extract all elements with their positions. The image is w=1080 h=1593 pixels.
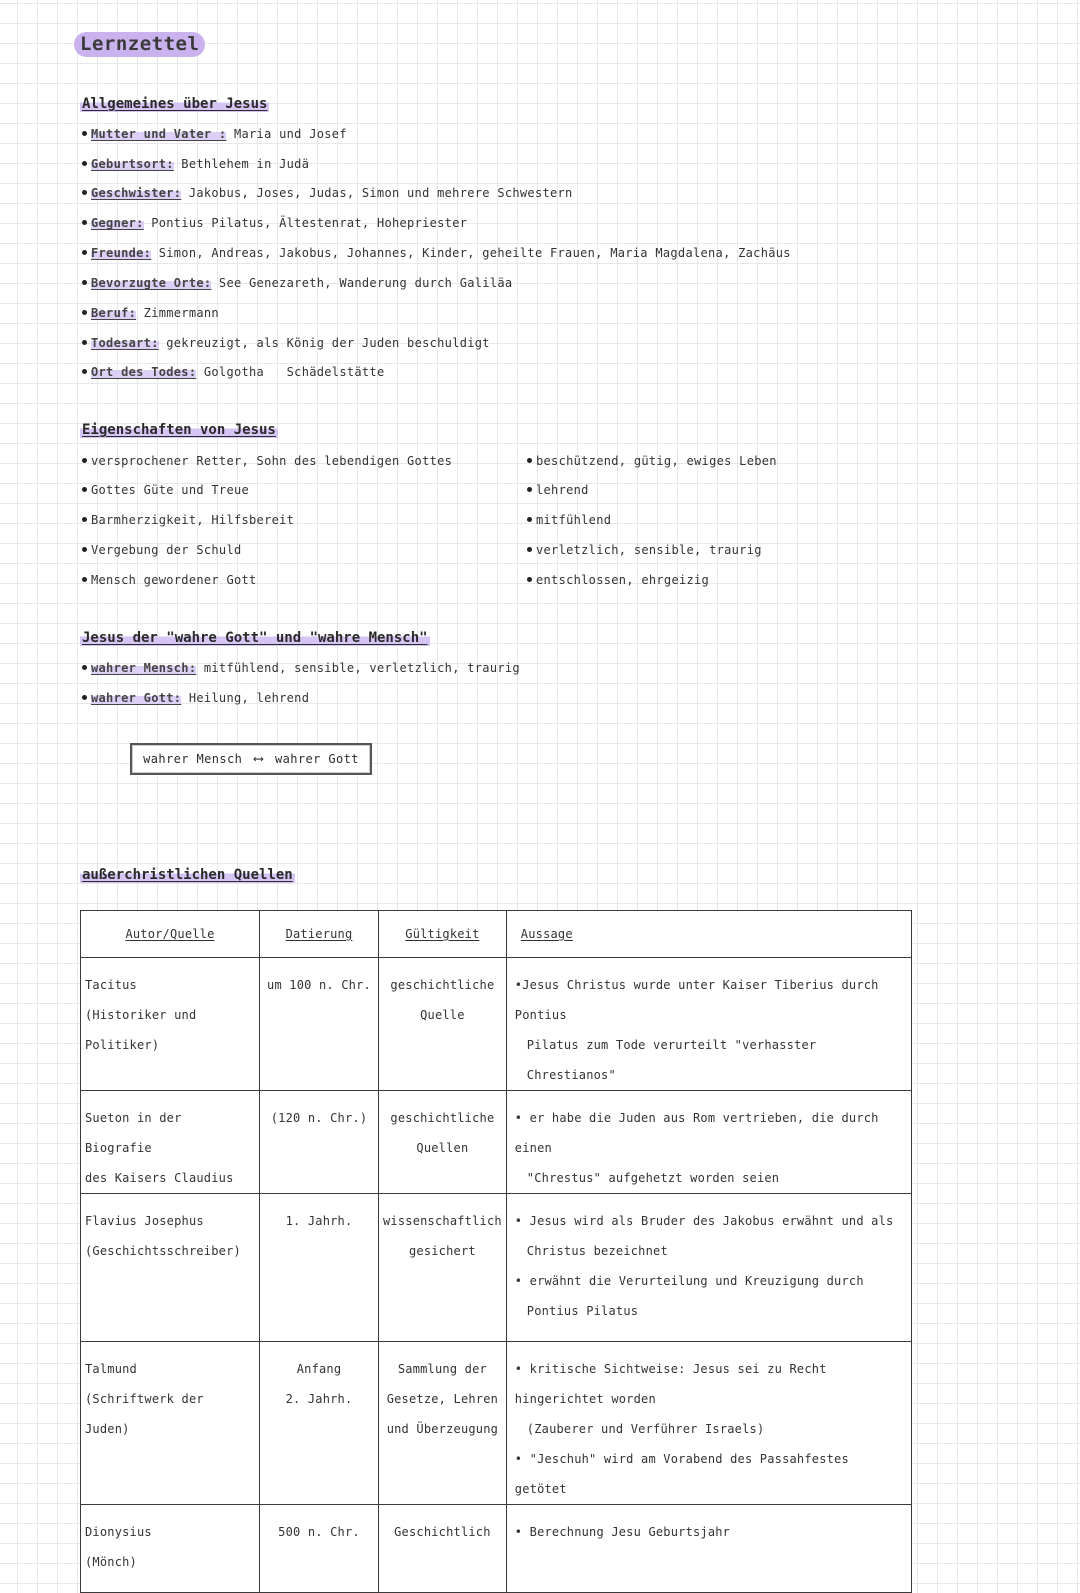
bullet-icon — [82, 577, 87, 582]
item-text: Vergebung der Schuld — [91, 543, 242, 557]
item-label: Ort des Todes: — [91, 365, 197, 379]
item-text: Barmherzigkeit, Hilfsbereit — [91, 513, 295, 527]
item-text: Golgotha Schädelstätte — [196, 365, 385, 379]
author-cell — [81, 958, 260, 1091]
section-heading-sources: außerchristlichen Quellen — [82, 867, 293, 883]
cell-text: (Geschichtsschreiber) — [85, 1244, 241, 1258]
item-text: beschützend, gütig, ewiges Leben — [536, 454, 777, 468]
column-header: Autor/Quelle — [81, 911, 260, 958]
list-item — [82, 276, 512, 290]
item-text: Jakobus, Joses, Judas, Simon und mehrere Schwestern — [181, 186, 573, 200]
table-row — [81, 1342, 912, 1505]
statement-cell — [506, 1505, 911, 1593]
statement-cell — [506, 1091, 911, 1194]
item-text: mitfühlend, sensible, verletzlich, traurig — [196, 661, 520, 675]
section-heading-general: Allgemeines über Jesus — [82, 96, 268, 112]
cell-text: 500 n. Chr. — [278, 1525, 360, 1539]
item-text: Mensch gewordener Gott — [91, 573, 257, 587]
list-item — [82, 246, 791, 260]
list-item — [527, 483, 589, 497]
item-text: gekreuzigt, als König der Juden beschuldigt — [158, 336, 490, 350]
cell-text: • Berechnung Jesu Geburtsjahr — [514, 1525, 731, 1539]
cell-text: gesichert — [408, 1244, 476, 1258]
statement-cell — [506, 1342, 911, 1505]
page-title: Lernzettel — [74, 32, 205, 57]
cell-text: wissenschaftlich — [383, 1214, 502, 1228]
bullet-icon — [527, 458, 532, 463]
bullet-icon — [82, 250, 87, 255]
bullet-icon — [82, 161, 87, 166]
cell-text: und Überzeugung — [386, 1422, 499, 1436]
list-item — [82, 573, 257, 587]
cell-text: • erwähnt die Verurteilung und Kreuzigung durch — [514, 1274, 864, 1288]
cell-text: •Jesus Christus wurde unter Kaiser Tiberius durch Pontius — [514, 978, 879, 1022]
list-item — [82, 543, 242, 557]
cell-text: Christus bezeichnet — [526, 1244, 668, 1258]
column-header: Aussage — [506, 911, 911, 958]
bullet-icon — [527, 547, 532, 552]
list-item — [82, 157, 309, 171]
item-label: wahrer Mensch: — [91, 661, 197, 675]
item-text: See Genezareth, Wanderung durch Galiläa — [211, 276, 513, 290]
cell-text: (Schriftwerk der Juden) — [85, 1392, 204, 1436]
item-text: Heilung, lehrend — [181, 691, 310, 705]
item-label: Bevorzugte Orte: — [91, 276, 212, 290]
cell-text: Gesetze, Lehren — [386, 1392, 499, 1406]
cell-text: geschichtliche — [390, 978, 495, 992]
cell-text: Quelle — [420, 1008, 465, 1022]
table-row — [81, 1194, 912, 1342]
sources-table — [80, 910, 912, 1593]
cell-text: • "Jeschuh" wird am Vorabend des Passahfestes getötet — [514, 1452, 849, 1496]
list-item — [82, 454, 452, 468]
cell-text: des Kaisers Claudius — [85, 1171, 234, 1185]
bullet-icon — [82, 517, 87, 522]
validity-cell — [379, 958, 507, 1091]
bullet-icon — [82, 665, 87, 670]
statement-cell — [506, 958, 911, 1091]
item-label: Geschwister: — [91, 186, 182, 200]
cell-text: • Jesus wird als Bruder des Jakobus erwähnt und als — [514, 1214, 894, 1228]
list-item — [82, 306, 219, 320]
date-cell — [260, 1091, 379, 1194]
validity-cell — [379, 1342, 507, 1505]
bullet-icon — [82, 547, 87, 552]
item-text: verletzlich, sensible, traurig — [536, 543, 762, 557]
bullet-icon — [82, 280, 87, 285]
cell-text: Talmund — [85, 1362, 137, 1376]
item-text: Bethlehem in Judä — [173, 157, 310, 171]
bullet-icon — [527, 487, 532, 492]
bullet-icon — [82, 369, 87, 374]
item-text: Pontius Pilatus, Ältestenrat, Hohepriester — [143, 216, 468, 230]
column-header: Datierung — [260, 911, 379, 958]
bullet-icon — [82, 340, 87, 345]
validity-cell — [379, 1505, 507, 1593]
author-cell — [81, 1505, 260, 1593]
list-item — [527, 573, 709, 587]
list-item — [82, 186, 573, 200]
relation-box — [130, 743, 372, 775]
item-label: Freunde: — [91, 246, 152, 260]
date-cell — [260, 958, 379, 1091]
cell-text: Geschichtlich — [394, 1525, 491, 1539]
relation-right: wahrer Gott — [275, 752, 359, 766]
item-label: Beruf: — [91, 306, 137, 320]
bullet-icon — [82, 131, 87, 136]
list-item — [82, 513, 294, 527]
table-row — [81, 958, 912, 1091]
list-item — [82, 216, 467, 230]
date-cell — [260, 1505, 379, 1593]
cell-text: Pontius Pilatus — [526, 1304, 639, 1318]
bullet-icon — [527, 517, 532, 522]
list-item — [527, 454, 777, 468]
bullet-icon — [82, 310, 87, 315]
item-text: Maria und Josef — [226, 127, 347, 141]
cell-text: geschichtliche — [390, 1111, 495, 1125]
section-heading-traits: Eigenschaften von Jesus — [82, 422, 276, 438]
author-cell — [81, 1342, 260, 1505]
list-item — [82, 365, 384, 379]
item-label: wahrer Gott: — [91, 691, 182, 705]
cell-text: Anfang — [296, 1362, 342, 1376]
cell-text: Sueton in der Biografie — [85, 1111, 182, 1155]
bullet-icon — [527, 577, 532, 582]
cell-text: 2. Jahrh. — [285, 1392, 353, 1406]
cell-text: Flavius Josephus — [85, 1214, 204, 1228]
list-item — [82, 661, 520, 675]
cell-text: (Historiker und Politiker) — [85, 1008, 197, 1052]
date-cell — [260, 1342, 379, 1505]
bullet-icon — [82, 487, 87, 492]
cell-text: • kritische Sichtweise: Jesus sei zu Recht hingerichtet worden — [514, 1362, 827, 1406]
cell-text: um 100 n. Chr. — [267, 978, 371, 992]
cell-text: Tacitus — [85, 978, 137, 992]
item-text: mitfühlend — [536, 513, 612, 527]
list-item — [82, 336, 490, 350]
cell-text: Sammlung der — [397, 1362, 487, 1376]
validity-cell — [379, 1194, 507, 1342]
cell-text: 1. Jahrh. — [285, 1214, 353, 1228]
list-item — [82, 483, 249, 497]
item-text: Zimmermann — [136, 306, 219, 320]
author-cell — [81, 1194, 260, 1342]
table-row — [81, 1091, 912, 1194]
item-text: lehrend — [536, 483, 589, 497]
item-text: entschlossen, ehrgeizig — [536, 573, 710, 587]
item-text: versprochener Retter, Sohn des lebendigen Gottes — [91, 454, 453, 468]
list-item — [82, 691, 309, 705]
item-label: Mutter und Vater : — [91, 127, 227, 141]
bullet-icon — [82, 458, 87, 463]
cell-text: "Chrestus" aufgehetzt worden seien — [526, 1171, 780, 1185]
cell-text: Quellen — [416, 1141, 469, 1155]
item-text: Gottes Güte und Treue — [91, 483, 250, 497]
validity-cell — [379, 1091, 507, 1194]
double-arrow-icon: ⟷ — [254, 751, 264, 767]
list-item — [527, 543, 762, 557]
item-text: Simon, Andreas, Jakobus, Johannes, Kinder, geheilte Frauen, Maria Magdalena, Zachäus — [151, 246, 791, 260]
date-cell — [260, 1194, 379, 1342]
cell-text: (120 n. Chr.) — [270, 1111, 368, 1125]
bullet-icon — [82, 220, 87, 225]
table-row — [81, 1505, 912, 1593]
cell-text: Dionysius — [85, 1525, 152, 1539]
bullet-icon — [82, 695, 87, 700]
bullet-icon — [82, 190, 87, 195]
cell-text: Pilatus zum Tode verurteilt "verhasster Chrestianos" — [526, 1038, 817, 1082]
table-header-row — [81, 911, 912, 958]
cell-text: (Mönch) — [85, 1555, 137, 1569]
item-label: Geburtsort: — [91, 157, 174, 171]
column-header: Gültigkeit — [379, 911, 507, 958]
cell-text: (Zauberer und Verführer Israels) — [526, 1422, 765, 1436]
statement-cell — [506, 1194, 911, 1342]
list-item — [527, 513, 611, 527]
section-heading-godman: Jesus der "wahre Gott" und "wahre Mensch" — [82, 630, 428, 646]
author-cell — [81, 1091, 260, 1194]
cell-text: • er habe die Juden aus Rom vertrieben, die durch einen — [514, 1111, 879, 1155]
item-label: Gegner: — [91, 216, 144, 230]
relation-left: wahrer Mensch — [143, 752, 243, 766]
list-item — [82, 127, 347, 141]
item-label: Todesart: — [91, 336, 159, 350]
